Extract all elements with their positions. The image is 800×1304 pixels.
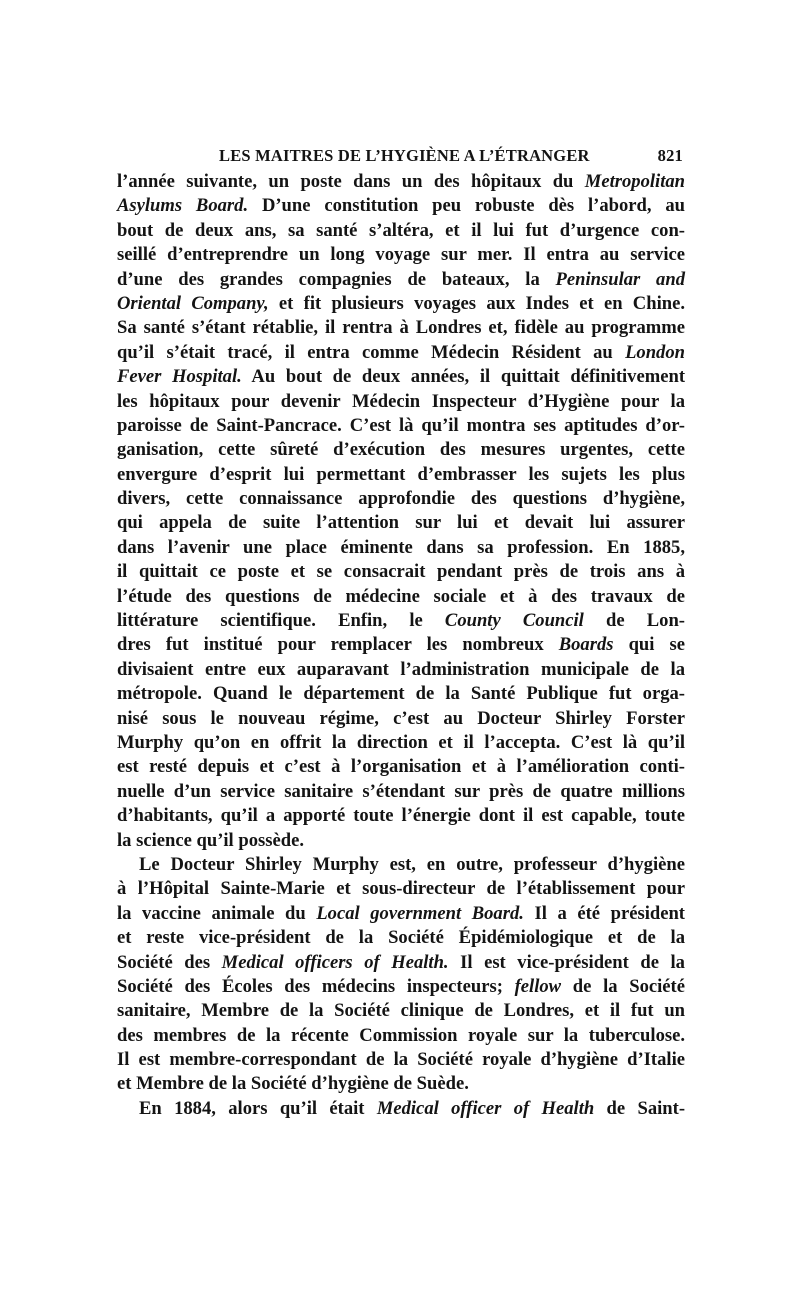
text-line: [117, 316, 685, 340]
text-line: [117, 341, 685, 365]
text-line: [117, 194, 685, 218]
text-line: [117, 438, 685, 462]
text-run: envergure d’esprit lui permettant d’embrasser les sujets les plus: [117, 463, 685, 485]
italic-text: Fever Hospital.: [117, 366, 242, 388]
text-line: [117, 902, 685, 926]
text-run: Société des: [117, 951, 222, 973]
text-line: [117, 755, 685, 779]
italic-text: County Council: [444, 610, 584, 632]
italic-text: London: [625, 341, 685, 363]
italic-text: Medical officer of Health: [376, 1097, 595, 1119]
text-line: [117, 292, 685, 316]
text-run: seillé d’entreprendre un long voyage sur mer. Il entra au service: [117, 244, 685, 266]
text-run: est resté depuis et c’est à l’organisation et à l’amélioration conti-: [117, 756, 685, 778]
text-line: [117, 731, 685, 755]
text-run: d’une des grandes compagnies de bateaux, la: [117, 268, 556, 290]
text-line: [117, 780, 685, 804]
text-line: [117, 414, 685, 438]
text-run: Au bout de deux années, il quittait définitivement: [241, 366, 686, 388]
text-run: qui se: [613, 634, 686, 656]
text-run: de Lon-: [583, 610, 686, 632]
text-line: [117, 804, 685, 828]
text-line: [117, 999, 685, 1023]
text-run: métropole. Quand le département de la Santé Publique fut orga-: [117, 683, 685, 705]
text-run: Il a été président: [523, 902, 685, 924]
text-run: des membres de la récente Commission royale sur la tuberculose.: [117, 1024, 685, 1046]
text-line: [117, 633, 685, 657]
text-line: [117, 853, 685, 877]
text-run: de Saint-: [594, 1097, 686, 1119]
text-line: [117, 511, 685, 535]
text-line: [117, 390, 685, 414]
text-run: bout de deux ans, sa santé s’altéra, et il lui fut d’urgence con-: [117, 219, 685, 241]
text-line: [117, 1097, 685, 1121]
text-line: [117, 170, 685, 194]
text-run: ganisation, cette sûreté d’exécution des mesures urgentes, cette: [117, 439, 685, 461]
text-run: paroisse de Saint-Pancrace. C’est là qu’il montra ses aptitudes d’or-: [117, 414, 685, 436]
text-run: l’étude des questions de médecine sociale et à des travaux de: [117, 585, 685, 607]
text-line: [117, 585, 685, 609]
text-run: Il est vice-président de la: [448, 951, 685, 973]
text-line: [117, 243, 685, 267]
text-line: [117, 926, 685, 950]
italic-text: Boards: [558, 634, 614, 656]
page-number: 821: [657, 146, 683, 165]
text-run: l’année suivante, un poste dans un des hôpitaux du: [117, 171, 585, 192]
text-run: de la Société: [561, 975, 686, 997]
italic-text: Peninsular and: [555, 268, 685, 290]
italic-text: Metropolitan: [584, 171, 685, 192]
text-line: [117, 536, 685, 560]
text-line: [117, 1048, 685, 1072]
text-run: qui appela de suite l’attention sur lui et devait lui assurer: [117, 512, 685, 534]
text-line: [117, 829, 685, 853]
text-run: et Membre de la Société d’hygiène de Suède.: [117, 1073, 469, 1095]
text-run: la science qu’il possède.: [117, 829, 304, 851]
italic-text: Oriental Company,: [117, 292, 269, 314]
italic-text: Local government Board.: [316, 902, 524, 924]
text-line: [117, 1072, 685, 1096]
text-run: divisaient entre eux auparavant l’administration municipale de la: [117, 658, 685, 680]
text-run: Société des Écoles des médecins inspecteurs;: [117, 975, 515, 997]
text-run: En 1884, alors qu’il était: [139, 1097, 377, 1119]
text-line: [117, 219, 685, 243]
text-line: [117, 877, 685, 901]
text-line: [117, 560, 685, 584]
text-run: d’habitants, qu’il a apporté toute l’énergie dont il est capable, toute: [117, 805, 685, 827]
text-line: [117, 268, 685, 292]
text-line: [117, 658, 685, 682]
text-run: D’une constitution peu robuste dès l’abord, au: [248, 195, 686, 217]
text-line: [117, 975, 685, 999]
italic-text: fellow: [514, 975, 562, 997]
text-run: sanitaire, Membre de la Société clinique de Londres, et il fut un: [117, 1000, 685, 1022]
text-line: [117, 487, 685, 511]
text-line: [117, 1024, 685, 1048]
text-run: Murphy qu’on en offrit la direction et il l’accepta. C’est là qu’il: [117, 731, 685, 753]
text-run: Il est membre-correspondant de la Société royale d’hygiène d’Italie: [117, 1049, 685, 1071]
italic-text: Asylums Board.: [117, 195, 249, 217]
running-head: [117, 140, 685, 170]
text-line: [117, 463, 685, 487]
text-line: [117, 682, 685, 706]
text-run: Sa santé s’étant rétablie, il rentra à Londres et, fidèle au programme: [117, 317, 685, 339]
text-run: Le Docteur Shirley Murphy est, en outre, professeur d’hygiène: [139, 853, 685, 875]
text-line: [117, 365, 685, 389]
text-run: et fit plusieurs voyages aux Indes et en Chine.: [268, 292, 685, 314]
text-run: qu’il s’était tracé, il entra comme Médecin Résident au: [117, 341, 626, 363]
text-run: il quittait ce poste et se consacrait pendant près de trois ans à: [117, 561, 685, 583]
text-run: à l’Hôpital Sainte-Marie et sous-directeur de l’établissement pour: [117, 878, 685, 900]
text-line: [117, 707, 685, 731]
text-run: divers, cette connaissance approfondie des questions d’hygiène,: [117, 488, 685, 510]
text-line: [117, 951, 685, 975]
book-page: [117, 140, 685, 1121]
text-run: la vaccine animale du: [117, 902, 317, 924]
body-text: [117, 170, 685, 1121]
running-title: LES MAITRES DE L’HYGIÈNE A L’ÉTRANGER: [219, 146, 590, 165]
italic-text: Medical officers of Health.: [221, 951, 449, 973]
text-run: nisé sous le nouveau régime, c’est au Docteur Shirley Forster: [117, 707, 685, 729]
text-run: dans l’avenir une place éminente dans sa profession. En 1885,: [117, 536, 685, 558]
text-run: les hôpitaux pour devenir Médecin Inspecteur d’Hygiène pour la: [117, 390, 685, 412]
text-line: [117, 609, 685, 633]
text-run: nuelle d’un service sanitaire s’étendant sur près de quatre millions: [117, 780, 685, 802]
text-run: dres fut institué pour remplacer les nombreux: [117, 634, 559, 656]
text-run: littérature scientifique. Enfin, le: [117, 610, 445, 632]
text-run: et reste vice-président de la Société Épidémiologique et de la: [117, 927, 685, 949]
